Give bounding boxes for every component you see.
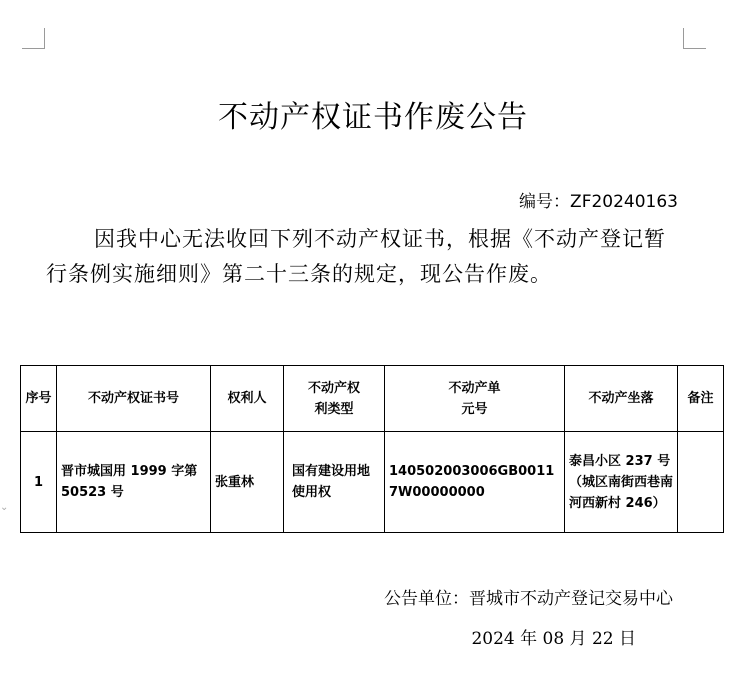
cell-remark — [678, 432, 724, 533]
margin-chevron-icon: ⌄ — [0, 502, 9, 513]
announcement-body: 因我中心无法收回下列不动产权证书，根据《不动产登记暂行条例实施细则》第二十三条的规定，现公告作废。 — [46, 227, 666, 286]
cell-unit-no: 140502003006GB00117W00000000 — [385, 432, 565, 533]
issuing-unit: 公告单位：晋城市不动产登记交易中心 — [384, 589, 673, 609]
table-header-row — [21, 366, 724, 432]
cell-cert-no: 晋市城国用 1999 字第 50523 号 — [57, 432, 211, 533]
cell-holder: 张重林 — [211, 432, 284, 533]
header-unit-no: 不动产单元号 — [385, 366, 565, 432]
header-location: 不动产坐落 — [565, 366, 678, 432]
header-right-type: 不动产权利类型 — [284, 366, 385, 432]
cell-right-type: 国有建设用地使用权 — [284, 432, 385, 533]
header-remark: 备注 — [678, 366, 724, 432]
header-holder: 权利人 — [211, 366, 284, 432]
crop-mark-top-right — [683, 28, 706, 49]
header-cert-no: 不动产权证书号 — [57, 366, 211, 432]
document-number: 编号：ZF20240163 — [519, 192, 678, 212]
certificate-table — [20, 365, 724, 533]
issue-date: 2024 年 08 月 22 日 — [471, 629, 636, 649]
cell-location: 泰昌小区 237 号（城区南街西巷南河西新村 246） — [565, 432, 678, 533]
table-row — [21, 432, 724, 533]
cell-seq: 1 — [21, 432, 57, 533]
header-seq: 序号 — [21, 366, 57, 432]
page-title: 不动产权证书作废公告 — [218, 100, 528, 135]
crop-mark-top-left — [22, 28, 45, 49]
